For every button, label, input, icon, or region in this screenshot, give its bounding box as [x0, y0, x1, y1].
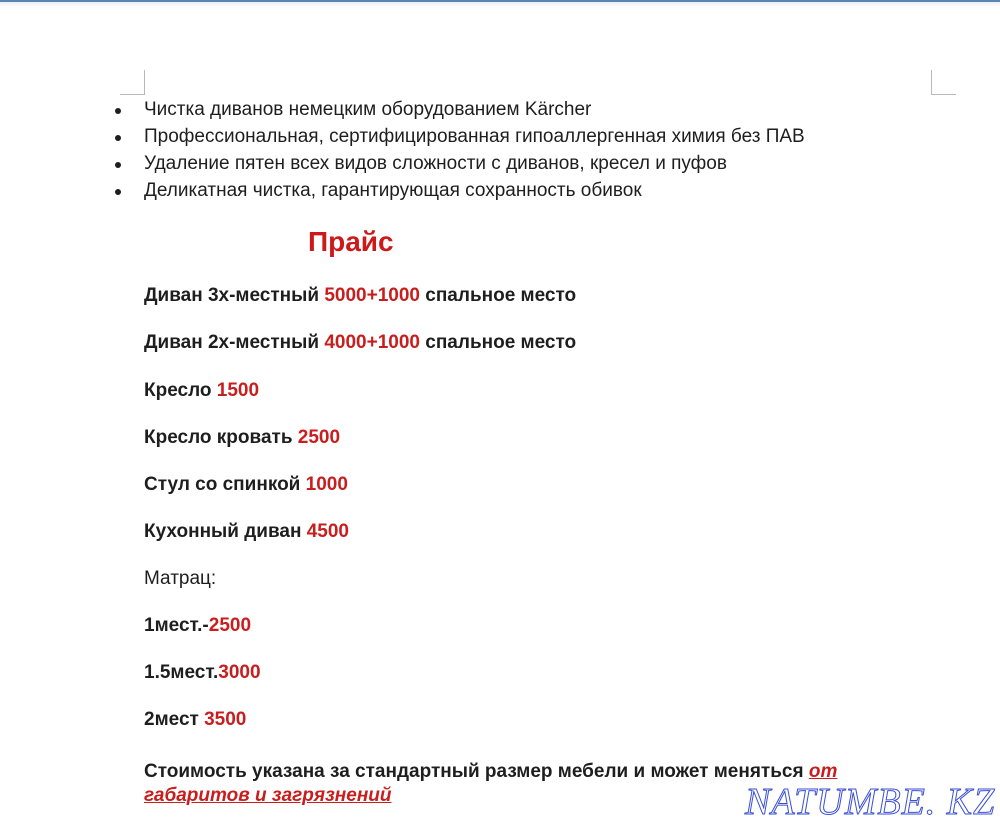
item-price: 3000: [218, 662, 261, 683]
bullet-icon: [115, 108, 121, 114]
item-label: Кухонный диван: [144, 521, 307, 542]
feature-item: [112, 98, 805, 125]
item-price: 5000+1000: [324, 285, 420, 306]
item-label: Диван 2х-местный: [144, 332, 325, 353]
price-line-chair: [144, 474, 348, 496]
price-line-mattress-1-5: [144, 662, 261, 684]
price-line-kitchen-sofa: [144, 521, 349, 543]
item-label: Диван 3х-местный: [144, 285, 325, 306]
item-price: 1500: [216, 380, 260, 401]
item-label: Матрац:: [144, 568, 217, 589]
page-margin-corner-left: [120, 70, 145, 95]
feature-text: Чистка диванов немецким оборудованием Kärcher: [144, 99, 592, 120]
feature-item: [112, 179, 805, 206]
top-border-shadow: [0, 2, 1000, 7]
note-emphasis-link: от габаритов и загрязнений: [144, 761, 838, 806]
item-price: 2500: [297, 427, 341, 448]
item-suffix: спальное место: [419, 332, 577, 353]
bullet-icon: [115, 189, 121, 195]
bullet-icon: [115, 162, 121, 168]
item-price: 4500: [306, 521, 350, 542]
item-price: 2500: [208, 615, 252, 636]
features-list: [112, 98, 805, 206]
price-heading: Прайс: [308, 226, 394, 257]
feature-item: [112, 125, 805, 152]
item-price: 3500: [204, 709, 247, 730]
item-label: Кресло: [144, 380, 217, 401]
price-line-armchair-bed: [144, 427, 340, 449]
feature-item: [112, 152, 805, 179]
item-label: 1.5мест.: [144, 662, 219, 683]
price-line-mattress-1: [144, 615, 251, 637]
feature-text: Деликатная чистка, гарантирующая сохранность обивок: [144, 180, 642, 201]
feature-text: Профессиональная, сертифицированная гипоаллергенная химия без ПАВ: [144, 126, 805, 147]
item-price: 4000+1000: [324, 332, 420, 353]
item-suffix: спальное место: [419, 285, 577, 306]
item-label: Стул со спинкой: [144, 474, 306, 495]
note-text: Стоимость указана за стандартный размер мебели и может меняться: [144, 761, 809, 782]
mattress-heading: [144, 568, 216, 590]
price-line-armchair: [144, 380, 259, 402]
feature-text: Удаление пятен всех видов сложности с диванов, кресел и пуфов: [144, 153, 727, 174]
item-label: 2мест: [144, 709, 205, 730]
price-line-sofa-3: [144, 285, 576, 307]
page-margin-corner-right: [931, 70, 956, 95]
item-price: 1000: [305, 474, 348, 495]
price-line-mattress-2: [144, 709, 246, 731]
watermark: NATUMBE. KZ: [745, 781, 996, 823]
bullet-icon: [115, 135, 121, 141]
price-line-sofa-2: [144, 332, 576, 354]
item-label: Кресло кровать: [144, 427, 298, 448]
item-label: 1мест.-: [144, 615, 209, 636]
